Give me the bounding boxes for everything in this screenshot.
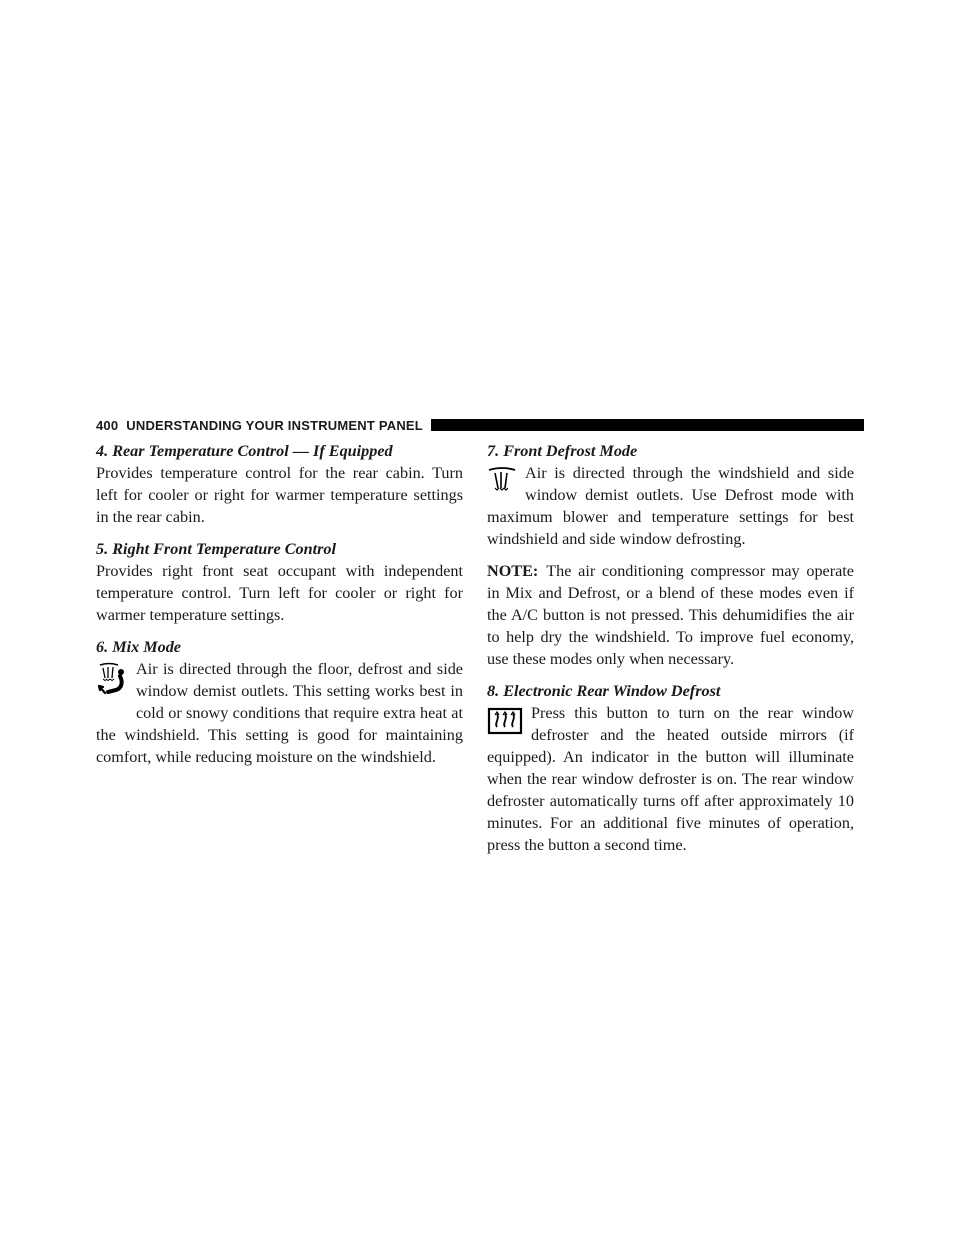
front-defrost-icon bbox=[487, 466, 517, 500]
section-title: UNDERSTANDING YOUR INSTRUMENT PANEL bbox=[126, 417, 423, 433]
section-body: Provides temperature control for the rear cabin. Turn left for cooler or right for warmer temperature settings in the rear cabin. bbox=[96, 464, 463, 526]
section-rear-temperature-control bbox=[96, 440, 463, 528]
note-text: The air conditioning compressor may operate in Mix and Defrost, or a blend of these modes even if the A/C button is not pressed. This dehumidifies the air to help dry the windshield. To improve fuel economy, use these modes only when necessary. bbox=[487, 562, 854, 668]
section-heading: 5. Right Front Temperature Control bbox=[96, 540, 337, 558]
page-number: 400 bbox=[96, 417, 119, 433]
right-column bbox=[487, 440, 854, 866]
section-body: Air is directed through the floor, defrost and side window demist outlets. This setting works best in cold or snowy conditions that require extra heat at the windshield. This setting is good for maintaining comfort, while reducing moisture on the windshield. bbox=[96, 660, 463, 766]
left-column bbox=[96, 440, 463, 778]
section-mix-mode bbox=[96, 636, 463, 768]
header-rule bbox=[431, 419, 864, 431]
section-body: Air is directed through the windshield and side window demist outlets. Use Defrost mode with maximum blower and temperature settings for best windshield and side window defrosting. bbox=[487, 464, 854, 548]
section-heading: 8. Electronic Rear Window Defrost bbox=[487, 682, 721, 700]
note-paragraph bbox=[487, 560, 854, 670]
section-electronic-rear-window-defrost bbox=[487, 680, 854, 856]
section-heading: 6. Mix Mode bbox=[96, 638, 181, 656]
section-heading: 4. Rear Temperature Control — If Equipped bbox=[96, 442, 393, 460]
section-right-front-temperature-control bbox=[96, 538, 463, 626]
rear-defrost-icon bbox=[487, 706, 523, 742]
note-block bbox=[487, 560, 854, 670]
section-body: Provides right front seat occupant with independent temperature control. Turn left for cooler or right for warmer temperature settings. bbox=[96, 562, 463, 624]
section-front-defrost-mode bbox=[487, 440, 854, 550]
mix-mode-icon bbox=[96, 662, 128, 704]
section-heading: 7. Front Defrost Mode bbox=[487, 442, 638, 460]
note-label: NOTE: bbox=[487, 562, 539, 580]
page-header bbox=[96, 417, 864, 433]
section-body: Press this button to turn on the rear window defroster and the heated outside mirrors (if equipped). An indicator in the button will illuminate when the rear window defroster is on. The rear window defroster automatically turns off after approximately 10 minutes. For an additional five minutes of operation, press the button a second time. bbox=[487, 704, 854, 854]
